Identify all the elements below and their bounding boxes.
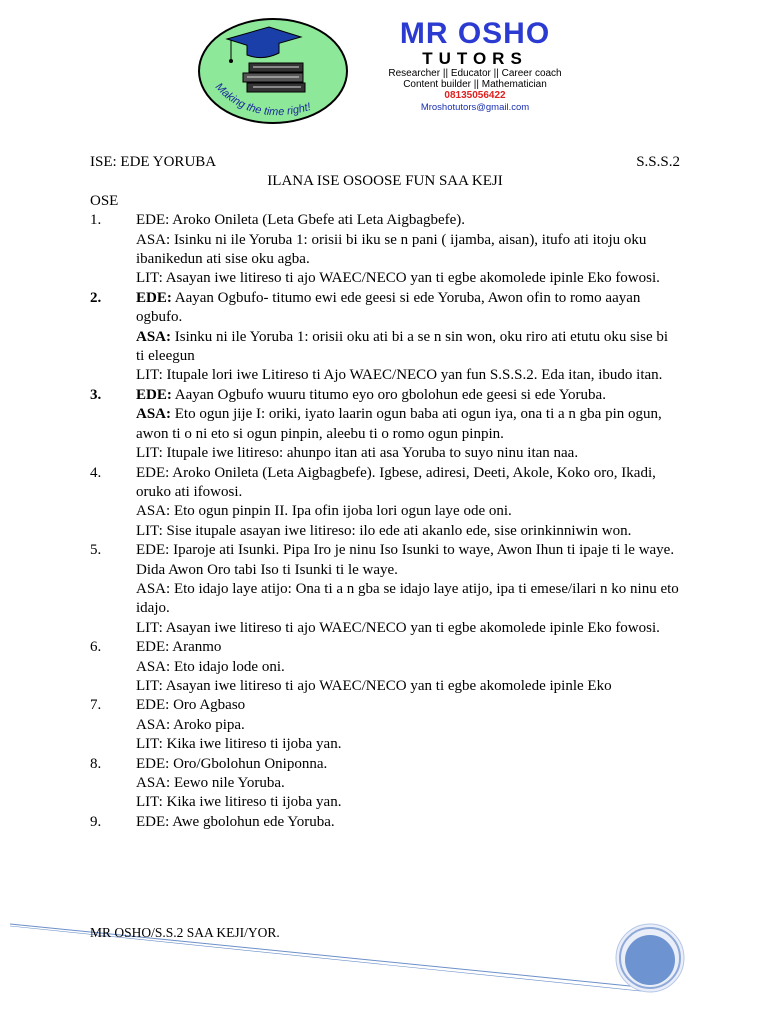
logo-slogan: Making the time right! [212,80,313,119]
subject-row [90,153,680,172]
line-label: LIT: [136,794,163,811]
line-label: ASA: [136,716,171,733]
line-label: EDE: [136,464,170,481]
line-text: Itupale lori iwe Litireso ti Ajo WAEC/NECO yan fun S.S.S.2. Eda itan, ibudo itan. [166,367,663,384]
brand-name: MR OSHO [399,17,551,50]
line-label: LIT: [136,270,163,287]
line-text: Aroko Onileta (Leta Gbefe ati Leta Aigbagbefe). [172,212,466,229]
item-line [136,541,680,580]
subject-label: ISE: EDE YORUBA [90,154,217,170]
line-text: Aayan Ogbufo wuuru titumo eyo oro gbolohun ede geesi si ede Yoruba. [174,386,606,403]
line-text: Itupale iwe litireso: ahunpo itan ati asa Yoruba to suyo ninu itan naa. [166,445,579,462]
item-body [136,386,680,464]
line-label: ASA: [136,328,172,345]
brand-email: Mroshotutors@gmail.com [420,102,530,113]
item-number: 6. [90,639,102,656]
item-line [136,677,680,696]
brand-phone: 08135056422 [444,90,506,101]
line-label: ASA: [136,580,171,597]
line-label: ASA: [136,503,171,520]
line-label: ASA: [136,406,172,423]
line-text: Sise itupale asayan iwe litireso: ilo ede ati akanlo ede, sise orinkinniwin won. [166,522,632,539]
line-text: Eto ogun pinpin II. Ipa ofin ijoba lori ogun laye ode oni. [173,503,512,520]
item-body [136,813,680,832]
document-title: ILANA ISE OSOOSE FUN SAA KEJI [267,173,503,190]
scheme-item [90,464,680,542]
item-line [136,366,680,385]
line-text: Kika iwe litireso ti ijoba yan. [166,794,342,811]
line-label: EDE: [136,639,170,656]
line-text: Oro Agbaso [173,697,246,714]
item-body [136,464,680,542]
item-line [136,638,680,657]
item-number: 3. [90,386,102,403]
line-text: Awe gbolohun ede Yoruba. [172,813,335,830]
line-text: Aranmo [172,639,222,656]
line-label: EDE: [136,212,170,229]
item-line [136,774,680,793]
line-label: LIT: [136,677,163,694]
brand-subtitle: TUTORS [422,49,528,68]
item-line [136,696,680,715]
item-body [136,755,680,813]
line-label: EDE: [136,813,170,830]
item-number: 8. [90,755,102,772]
scheme-item [90,696,680,754]
scheme-item [90,755,680,813]
item-number: 2. [90,289,102,306]
line-text: Eto idajo laye atijo: Ona ti a n gba se idajo laye atijo, ipa ti emese/ilari n ko ninu eto idajo. [136,580,679,617]
line-label: EDE: [136,542,170,559]
class-label: S.S.S.2 [636,154,680,170]
item-line [136,231,680,270]
item-body [136,541,680,638]
scheme-item [90,541,680,638]
scheme-item [90,638,680,696]
item-body [136,638,680,696]
footer-decoration [0,900,768,1024]
line-label: EDE: [136,289,172,306]
line-text: Eto ogun jije I: oriki, iyato laarin ogun baba ati ogun iya, ona ti a n gba pin ogun, awon ti o ni eto si ogun pinpin, aleebu ti o romo ogun pinpin. [136,406,662,442]
item-line [136,386,680,405]
item-line [136,211,680,230]
item-line [136,813,680,832]
item-line [136,755,680,774]
line-label: EDE: [136,386,172,403]
line-text: Asayan iwe litireso ti ajo WAEC/NECO yan ti egbe akomolede ipinle Eko fowosi. [165,270,660,287]
brand-block [360,18,590,113]
line-text: Iparoje ati Isunki. Pipa Iro je ninu Iso Isunki to waye, Awon Ihun ti ipaje ti le waye. Dida Awon Oro tabi Iso ti Isunki ti le waye. [136,542,675,578]
scheme-item [90,386,680,464]
line-text: Isinku ni ile Yoruba 1: orisii oku ati bi a se n sin won, oku riro ati etutu oku sise bi ti eleegun [136,328,669,365]
footer-text: MR OSHO/S.S.2 SAA KEJI/YOR. [90,925,280,940]
scheme-item [90,211,680,289]
line-text: Eto idajo lode oni. [173,658,285,675]
item-number: 7. [90,697,102,714]
item-line [136,289,680,328]
line-label: ASA: [136,658,171,675]
line-label: ASA: [136,231,171,248]
item-line [136,658,680,677]
line-text: Asayan iwe litireso ti ajo WAEC/NECO yan ti egbe akomolede ipinle Eko [165,677,612,694]
item-line [136,793,680,812]
item-line [136,716,680,735]
line-text: Aayan Ogbufo- titumo ewi ede geesi si ede Yoruba, Awon ofin to romo aayan ogbufo. [136,289,641,326]
line-text: Oro/Gbolohun Oniponna. [173,755,328,772]
brand-tagline-2: Content builder || Mathematician [403,79,547,90]
item-number: 5. [90,542,102,559]
line-label: EDE: [136,697,170,714]
line-text: Aroko pipa. [173,716,245,733]
header [0,0,768,140]
item-line [136,619,680,638]
item-line [136,464,680,503]
item-body [136,696,680,754]
item-number: 9. [90,813,102,830]
item-line [136,502,680,521]
item-number: 1. [90,212,102,229]
scheme-item [90,813,680,832]
line-label: LIT: [136,619,163,636]
line-text: Kika iwe litireso ti ijoba yan. [166,736,342,753]
item-body [136,211,680,289]
line-text: Aroko Onileta (Leta Aigbagbefe). Igbese, adiresi, Deeti, Akole, Koko oro, Ikadi, oruko ati ifowosi. [136,464,656,500]
item-line [136,735,680,754]
document-body [90,153,680,832]
item-line [136,522,680,541]
scheme-list [90,211,680,832]
line-label: LIT: [136,367,163,384]
line-text: Asayan iwe litireso ti ajo WAEC/NECO yan ti egbe akomolede ipinle Eko fowosi. [165,619,660,636]
item-body [136,289,680,386]
item-line [136,269,680,288]
line-label: EDE: [136,755,170,772]
line-text: Isinku ni ile Yoruba 1: orisii bi iku se n pani ( ijamba, aisan), itufo ati itoju oku ibanikedun ati sise oku agba. [136,231,647,268]
item-line [136,444,680,463]
line-label: LIT: [136,736,163,753]
line-label: LIT: [136,522,163,539]
line-text: Eewo nile Yoruba. [173,775,285,791]
item-line [136,328,680,367]
item-number: 4. [90,464,102,481]
ose-heading: OSE [90,192,119,209]
line-label: LIT: [136,445,163,462]
brand-tagline-1: Researcher || Educator || Career coach [388,68,562,79]
item-line [136,405,680,444]
graduation-logo-icon [197,17,349,125]
item-line [136,580,680,619]
line-label: ASA: [136,775,171,791]
scheme-item [90,289,680,386]
